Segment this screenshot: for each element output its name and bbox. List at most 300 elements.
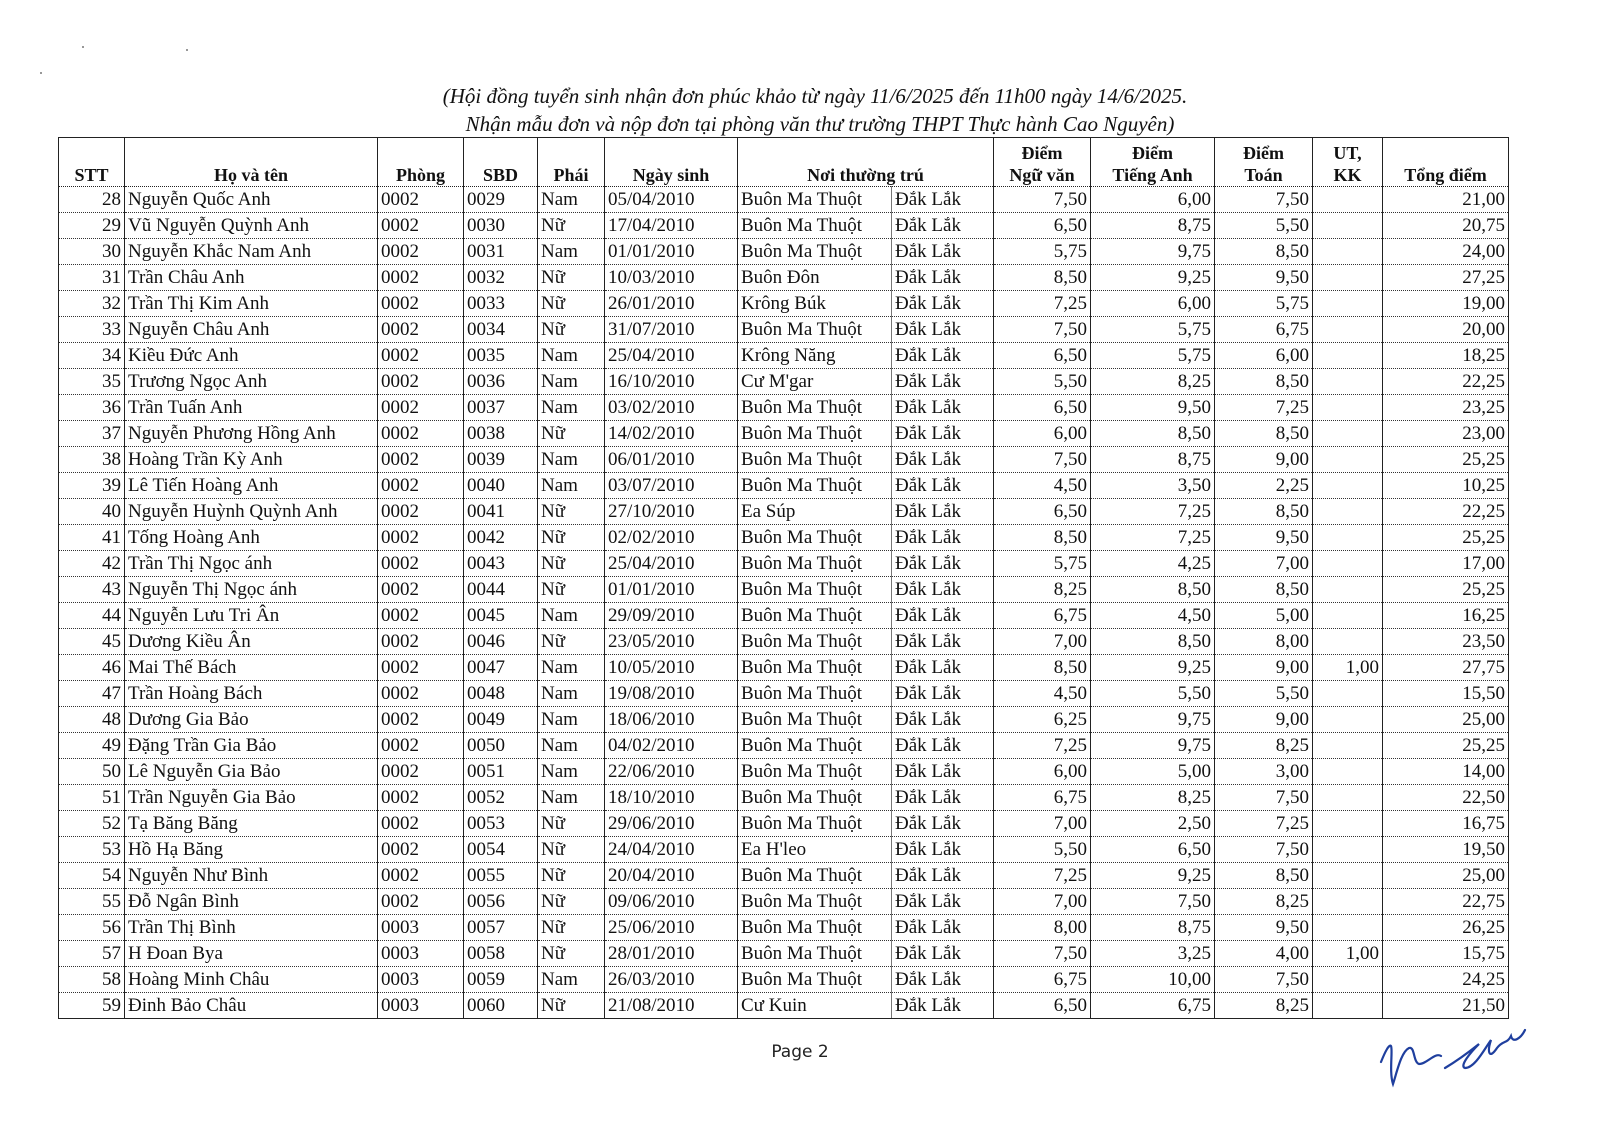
cell-total: 20,75 (1383, 213, 1509, 239)
table-row (59, 967, 1509, 993)
cell-room: 0002 (378, 863, 464, 889)
cell-province: Đắk Lắk (892, 499, 994, 525)
cell-bonus (1313, 239, 1383, 265)
cell-literature: 6,00 (994, 759, 1091, 785)
cell-math: 8,50 (1215, 369, 1313, 395)
table-row (59, 395, 1509, 421)
cell-name: Tống Hoàng Anh (125, 525, 378, 551)
cell-name: Nguyễn Lưu Tri Ân (125, 603, 378, 629)
header-residence: Nơi thường trú (738, 138, 994, 187)
cell-room: 0002 (378, 681, 464, 707)
cell-dob: 27/10/2010 (605, 499, 738, 525)
cell-english: 9,25 (1091, 265, 1215, 291)
table-row (59, 733, 1509, 759)
cell-gender: Nam (538, 655, 605, 681)
cell-literature: 6,50 (994, 395, 1091, 421)
cell-total: 18,25 (1383, 343, 1509, 369)
cell-stt: 37 (59, 421, 125, 447)
cell-district: Buôn Ma Thuột (738, 941, 892, 967)
cell-province: Đắk Lắk (892, 889, 994, 915)
cell-room: 0002 (378, 551, 464, 577)
cell-dob: 25/04/2010 (605, 551, 738, 577)
cell-bonus (1313, 577, 1383, 603)
header-total: Tổng điểm (1383, 138, 1509, 187)
table-row (59, 291, 1509, 317)
cell-gender: Nữ (538, 499, 605, 525)
table-row (59, 551, 1509, 577)
cell-total: 22,50 (1383, 785, 1509, 811)
cell-literature: 5,75 (994, 551, 1091, 577)
cell-math: 6,75 (1215, 317, 1313, 343)
cell-math: 5,50 (1215, 681, 1313, 707)
cell-literature: 6,50 (994, 993, 1091, 1019)
cell-literature: 5,50 (994, 369, 1091, 395)
cell-gender: Nam (538, 473, 605, 499)
cell-district: Buôn Ma Thuột (738, 603, 892, 629)
cell-province: Đắk Lắk (892, 915, 994, 941)
cell-stt: 29 (59, 213, 125, 239)
cell-sbd: 0054 (464, 837, 538, 863)
cell-bonus (1313, 187, 1383, 213)
cell-english: 8,50 (1091, 629, 1215, 655)
cell-stt: 58 (59, 967, 125, 993)
cell-gender: Nữ (538, 811, 605, 837)
cell-total: 14,00 (1383, 759, 1509, 785)
cell-sbd: 0038 (464, 421, 538, 447)
cell-total: 27,75 (1383, 655, 1509, 681)
cell-dob: 26/03/2010 (605, 967, 738, 993)
cell-sbd: 0044 (464, 577, 538, 603)
cell-sbd: 0060 (464, 993, 538, 1019)
cell-sbd: 0040 (464, 473, 538, 499)
cell-province: Đắk Lắk (892, 629, 994, 655)
cell-dob: 21/08/2010 (605, 993, 738, 1019)
cell-sbd: 0034 (464, 317, 538, 343)
cell-province: Đắk Lắk (892, 759, 994, 785)
cell-math: 8,50 (1215, 499, 1313, 525)
table-row (59, 239, 1509, 265)
header-dob: Ngày sinh (605, 138, 738, 187)
cell-bonus (1313, 993, 1383, 1019)
cell-gender: Nam (538, 447, 605, 473)
cell-gender: Nữ (538, 421, 605, 447)
cell-room: 0002 (378, 733, 464, 759)
cell-room: 0003 (378, 967, 464, 993)
cell-math: 7,50 (1215, 785, 1313, 811)
page-number: Page 2 (771, 1042, 829, 1062)
cell-dob: 25/04/2010 (605, 343, 738, 369)
table-row (59, 785, 1509, 811)
cell-bonus (1313, 733, 1383, 759)
cell-gender: Nữ (538, 889, 605, 915)
cell-literature: 7,00 (994, 811, 1091, 837)
header-gender: Phái (538, 138, 605, 187)
cell-dob: 28/01/2010 (605, 941, 738, 967)
cell-total: 22,25 (1383, 369, 1509, 395)
cell-district: Cư Kuin (738, 993, 892, 1019)
cell-total: 25,25 (1383, 525, 1509, 551)
cell-gender: Nữ (538, 837, 605, 863)
cell-district: Buôn Ma Thuột (738, 317, 892, 343)
header-literature-line1: Điểm (1021, 143, 1063, 163)
cell-total: 24,00 (1383, 239, 1509, 265)
cell-stt: 52 (59, 811, 125, 837)
cell-bonus (1313, 421, 1383, 447)
cell-total: 17,00 (1383, 551, 1509, 577)
cell-english: 5,00 (1091, 759, 1215, 785)
cell-math: 9,00 (1215, 707, 1313, 733)
cell-literature: 4,50 (994, 681, 1091, 707)
cell-province: Đắk Lắk (892, 577, 994, 603)
cell-stt: 34 (59, 343, 125, 369)
cell-gender: Nữ (538, 863, 605, 889)
cell-province: Đắk Lắk (892, 941, 994, 967)
cell-district: Buôn Ma Thuột (738, 577, 892, 603)
cell-english: 9,75 (1091, 733, 1215, 759)
cell-dob: 01/01/2010 (605, 239, 738, 265)
cell-room: 0002 (378, 317, 464, 343)
cell-room: 0002 (378, 239, 464, 265)
cell-sbd: 0029 (464, 187, 538, 213)
cell-name: Hồ Hạ Băng (125, 837, 378, 863)
cell-name: Vũ Nguyễn Quỳnh Anh (125, 213, 378, 239)
cell-gender: Nữ (538, 525, 605, 551)
cell-literature: 7,50 (994, 187, 1091, 213)
cell-district: Krông Năng (738, 343, 892, 369)
cell-district: Buôn Ma Thuột (738, 239, 892, 265)
cell-math: 5,75 (1215, 291, 1313, 317)
cell-bonus (1313, 213, 1383, 239)
cell-dob: 16/10/2010 (605, 369, 738, 395)
cell-math: 8,25 (1215, 733, 1313, 759)
cell-bonus (1313, 707, 1383, 733)
table-row (59, 889, 1509, 915)
cell-gender: Nam (538, 759, 605, 785)
cell-province: Đắk Lắk (892, 291, 994, 317)
cell-room: 0002 (378, 421, 464, 447)
cell-stt: 57 (59, 941, 125, 967)
cell-stt: 45 (59, 629, 125, 655)
cell-english: 8,25 (1091, 785, 1215, 811)
cell-literature: 6,00 (994, 421, 1091, 447)
cell-sbd: 0031 (464, 239, 538, 265)
cell-room: 0002 (378, 889, 464, 915)
cell-province: Đắk Lắk (892, 369, 994, 395)
cell-district: Buôn Ma Thuột (738, 759, 892, 785)
cell-district: Buôn Đôn (738, 265, 892, 291)
table-row (59, 811, 1509, 837)
cell-name: Trương Ngọc Anh (125, 369, 378, 395)
cell-dob: 19/08/2010 (605, 681, 738, 707)
header-literature-line2: Ngữ văn (1009, 165, 1075, 185)
table-row (59, 213, 1509, 239)
cell-literature: 6,75 (994, 603, 1091, 629)
cell-sbd: 0053 (464, 811, 538, 837)
cell-english: 7,50 (1091, 889, 1215, 915)
cell-room: 0003 (378, 915, 464, 941)
cell-math: 9,00 (1215, 447, 1313, 473)
cell-room: 0002 (378, 473, 464, 499)
cell-literature: 6,75 (994, 785, 1091, 811)
cell-bonus (1313, 629, 1383, 655)
header-english (1091, 138, 1215, 187)
cell-bonus (1313, 291, 1383, 317)
cell-math: 8,50 (1215, 421, 1313, 447)
cell-dob: 03/02/2010 (605, 395, 738, 421)
cell-gender: Nam (538, 681, 605, 707)
header-english-line1: Điểm (1132, 143, 1173, 163)
scan-speck (82, 46, 84, 48)
cell-sbd: 0059 (464, 967, 538, 993)
cell-math: 8,50 (1215, 577, 1313, 603)
cell-district: Ea H'leo (738, 837, 892, 863)
cell-stt: 33 (59, 317, 125, 343)
cell-name: Nguyễn Thị Ngọc ánh (125, 577, 378, 603)
cell-literature: 8,00 (994, 915, 1091, 941)
cell-gender: Nữ (538, 915, 605, 941)
cell-bonus (1313, 265, 1383, 291)
cell-name: Trần Thị Kim Anh (125, 291, 378, 317)
cell-gender: Nam (538, 733, 605, 759)
scan-speck (40, 72, 42, 74)
cell-stt: 31 (59, 265, 125, 291)
table-row (59, 915, 1509, 941)
cell-gender: Nam (538, 369, 605, 395)
cell-literature: 6,25 (994, 707, 1091, 733)
cell-district: Buôn Ma Thuột (738, 889, 892, 915)
cell-gender: Nam (538, 187, 605, 213)
cell-district: Buôn Ma Thuột (738, 733, 892, 759)
cell-literature: 7,25 (994, 291, 1091, 317)
cell-sbd: 0056 (464, 889, 538, 915)
cell-name: Dương Gia Bảo (125, 707, 378, 733)
cell-district: Buôn Ma Thuột (738, 915, 892, 941)
cell-room: 0002 (378, 655, 464, 681)
cell-district: Buôn Ma Thuột (738, 785, 892, 811)
cell-name: Nguyễn Như Bình (125, 863, 378, 889)
cell-gender: Nam (538, 395, 605, 421)
cell-stt: 46 (59, 655, 125, 681)
cell-english: 8,50 (1091, 421, 1215, 447)
cell-district: Buôn Ma Thuột (738, 473, 892, 499)
cell-total: 20,00 (1383, 317, 1509, 343)
table-row (59, 343, 1509, 369)
cell-district: Buôn Ma Thuột (738, 967, 892, 993)
cell-total: 25,00 (1383, 707, 1509, 733)
cell-province: Đắk Lắk (892, 551, 994, 577)
cell-province: Đắk Lắk (892, 265, 994, 291)
cell-room: 0002 (378, 395, 464, 421)
cell-province: Đắk Lắk (892, 967, 994, 993)
cell-district: Buôn Ma Thuột (738, 213, 892, 239)
cell-total: 16,75 (1383, 811, 1509, 837)
cell-district: Krông Búk (738, 291, 892, 317)
cell-literature: 7,50 (994, 447, 1091, 473)
cell-name: Đặng Trần Gia Bảo (125, 733, 378, 759)
cell-gender: Nữ (538, 291, 605, 317)
cell-sbd: 0036 (464, 369, 538, 395)
cell-name: Nguyễn Phương Hồng Anh (125, 421, 378, 447)
cell-dob: 03/07/2010 (605, 473, 738, 499)
cell-total: 22,75 (1383, 889, 1509, 915)
cell-province: Đắk Lắk (892, 447, 994, 473)
cell-total: 27,25 (1383, 265, 1509, 291)
cell-room: 0002 (378, 369, 464, 395)
cell-dob: 04/02/2010 (605, 733, 738, 759)
cell-gender: Nữ (538, 941, 605, 967)
cell-english: 4,25 (1091, 551, 1215, 577)
cell-total: 15,50 (1383, 681, 1509, 707)
cell-sbd: 0033 (464, 291, 538, 317)
header-room: Phòng (378, 138, 464, 187)
cell-stt: 56 (59, 915, 125, 941)
cell-math: 7,50 (1215, 187, 1313, 213)
cell-literature: 7,25 (994, 863, 1091, 889)
cell-english: 8,25 (1091, 369, 1215, 395)
cell-name: Hoàng Minh Châu (125, 967, 378, 993)
cell-name: Hoàng Trần Kỳ Anh (125, 447, 378, 473)
table-row (59, 707, 1509, 733)
cell-math: 9,50 (1215, 915, 1313, 941)
cell-total: 25,00 (1383, 863, 1509, 889)
cell-name: Nguyễn Châu Anh (125, 317, 378, 343)
cell-english: 6,00 (1091, 187, 1215, 213)
cell-district: Cư M'gar (738, 369, 892, 395)
cell-english: 2,50 (1091, 811, 1215, 837)
cell-bonus (1313, 343, 1383, 369)
cell-room: 0002 (378, 187, 464, 213)
cell-bonus (1313, 785, 1383, 811)
table-row (59, 525, 1509, 551)
cell-sbd: 0051 (464, 759, 538, 785)
cell-district: Buôn Ma Thuột (738, 187, 892, 213)
cell-bonus (1313, 317, 1383, 343)
cell-district: Buôn Ma Thuột (738, 811, 892, 837)
cell-literature: 8,25 (994, 577, 1091, 603)
cell-sbd: 0050 (464, 733, 538, 759)
table-row (59, 603, 1509, 629)
cell-total: 22,25 (1383, 499, 1509, 525)
cell-name: Kiều Đức Anh (125, 343, 378, 369)
cell-stt: 49 (59, 733, 125, 759)
cell-bonus (1313, 889, 1383, 915)
cell-total: 19,00 (1383, 291, 1509, 317)
table-row (59, 447, 1509, 473)
cell-dob: 20/04/2010 (605, 863, 738, 889)
cell-bonus (1313, 395, 1383, 421)
cell-dob: 18/10/2010 (605, 785, 738, 811)
cell-literature: 7,00 (994, 889, 1091, 915)
cell-math: 9,00 (1215, 655, 1313, 681)
cell-dob: 31/07/2010 (605, 317, 738, 343)
cell-literature: 6,75 (994, 967, 1091, 993)
table-row (59, 421, 1509, 447)
cell-district: Buôn Ma Thuột (738, 655, 892, 681)
cell-bonus (1313, 369, 1383, 395)
cell-english: 8,75 (1091, 447, 1215, 473)
cell-english: 9,25 (1091, 655, 1215, 681)
table-row (59, 837, 1509, 863)
cell-bonus (1313, 811, 1383, 837)
cell-bonus (1313, 499, 1383, 525)
table-body (59, 187, 1509, 1019)
cell-bonus (1313, 759, 1383, 785)
header-name: Họ và tên (125, 138, 378, 187)
cell-stt: 55 (59, 889, 125, 915)
cell-math: 5,50 (1215, 213, 1313, 239)
cell-room: 0002 (378, 837, 464, 863)
cell-name: Trần Châu Anh (125, 265, 378, 291)
cell-sbd: 0047 (464, 655, 538, 681)
table-row (59, 941, 1509, 967)
cell-english: 5,75 (1091, 317, 1215, 343)
cell-room: 0003 (378, 941, 464, 967)
cell-district: Ea Súp (738, 499, 892, 525)
cell-room: 0002 (378, 265, 464, 291)
cell-dob: 14/02/2010 (605, 421, 738, 447)
cell-math: 7,25 (1215, 395, 1313, 421)
cell-province: Đắk Lắk (892, 395, 994, 421)
cell-sbd: 0032 (464, 265, 538, 291)
cell-total: 23,50 (1383, 629, 1509, 655)
cell-room: 0002 (378, 343, 464, 369)
notice-line-1: (Hội đồng tuyển sinh nhận đơn phúc khảo từ ngày 11/6/2025 đến 11h00 ngày 14/6/2025. (442, 84, 1188, 108)
cell-province: Đắk Lắk (892, 707, 994, 733)
cell-dob: 02/02/2010 (605, 525, 738, 551)
cell-bonus: 1,00 (1313, 941, 1383, 967)
cell-math: 7,25 (1215, 811, 1313, 837)
cell-gender: Nam (538, 967, 605, 993)
cell-dob: 23/05/2010 (605, 629, 738, 655)
header-bonus-line2: KK (1333, 165, 1362, 185)
table-header-row (59, 138, 1509, 187)
cell-english: 3,50 (1091, 473, 1215, 499)
table-row (59, 265, 1509, 291)
cell-gender: Nam (538, 343, 605, 369)
header-math (1215, 138, 1313, 187)
cell-sbd: 0048 (464, 681, 538, 707)
cell-district: Buôn Ma Thuột (738, 525, 892, 551)
cell-bonus (1313, 681, 1383, 707)
cell-province: Đắk Lắk (892, 681, 994, 707)
cell-sbd: 0049 (464, 707, 538, 733)
cell-name: Trần Nguyễn Gia Bảo (125, 785, 378, 811)
cell-dob: 01/01/2010 (605, 577, 738, 603)
cell-gender: Nam (538, 603, 605, 629)
cell-bonus: 1,00 (1313, 655, 1383, 681)
header-stt: STT (59, 138, 125, 187)
table-row (59, 187, 1509, 213)
cell-room: 0002 (378, 291, 464, 317)
cell-stt: 35 (59, 369, 125, 395)
cell-bonus (1313, 603, 1383, 629)
cell-province: Đắk Lắk (892, 239, 994, 265)
cell-english: 5,75 (1091, 343, 1215, 369)
cell-total: 23,25 (1383, 395, 1509, 421)
cell-math: 8,00 (1215, 629, 1313, 655)
cell-stt: 48 (59, 707, 125, 733)
cell-english: 3,25 (1091, 941, 1215, 967)
cell-room: 0002 (378, 629, 464, 655)
cell-total: 15,75 (1383, 941, 1509, 967)
cell-stt: 28 (59, 187, 125, 213)
header-bonus (1313, 138, 1383, 187)
cell-bonus (1313, 863, 1383, 889)
header-literature (994, 138, 1091, 187)
cell-province: Đắk Lắk (892, 837, 994, 863)
cell-literature: 8,50 (994, 265, 1091, 291)
cell-literature: 5,50 (994, 837, 1091, 863)
